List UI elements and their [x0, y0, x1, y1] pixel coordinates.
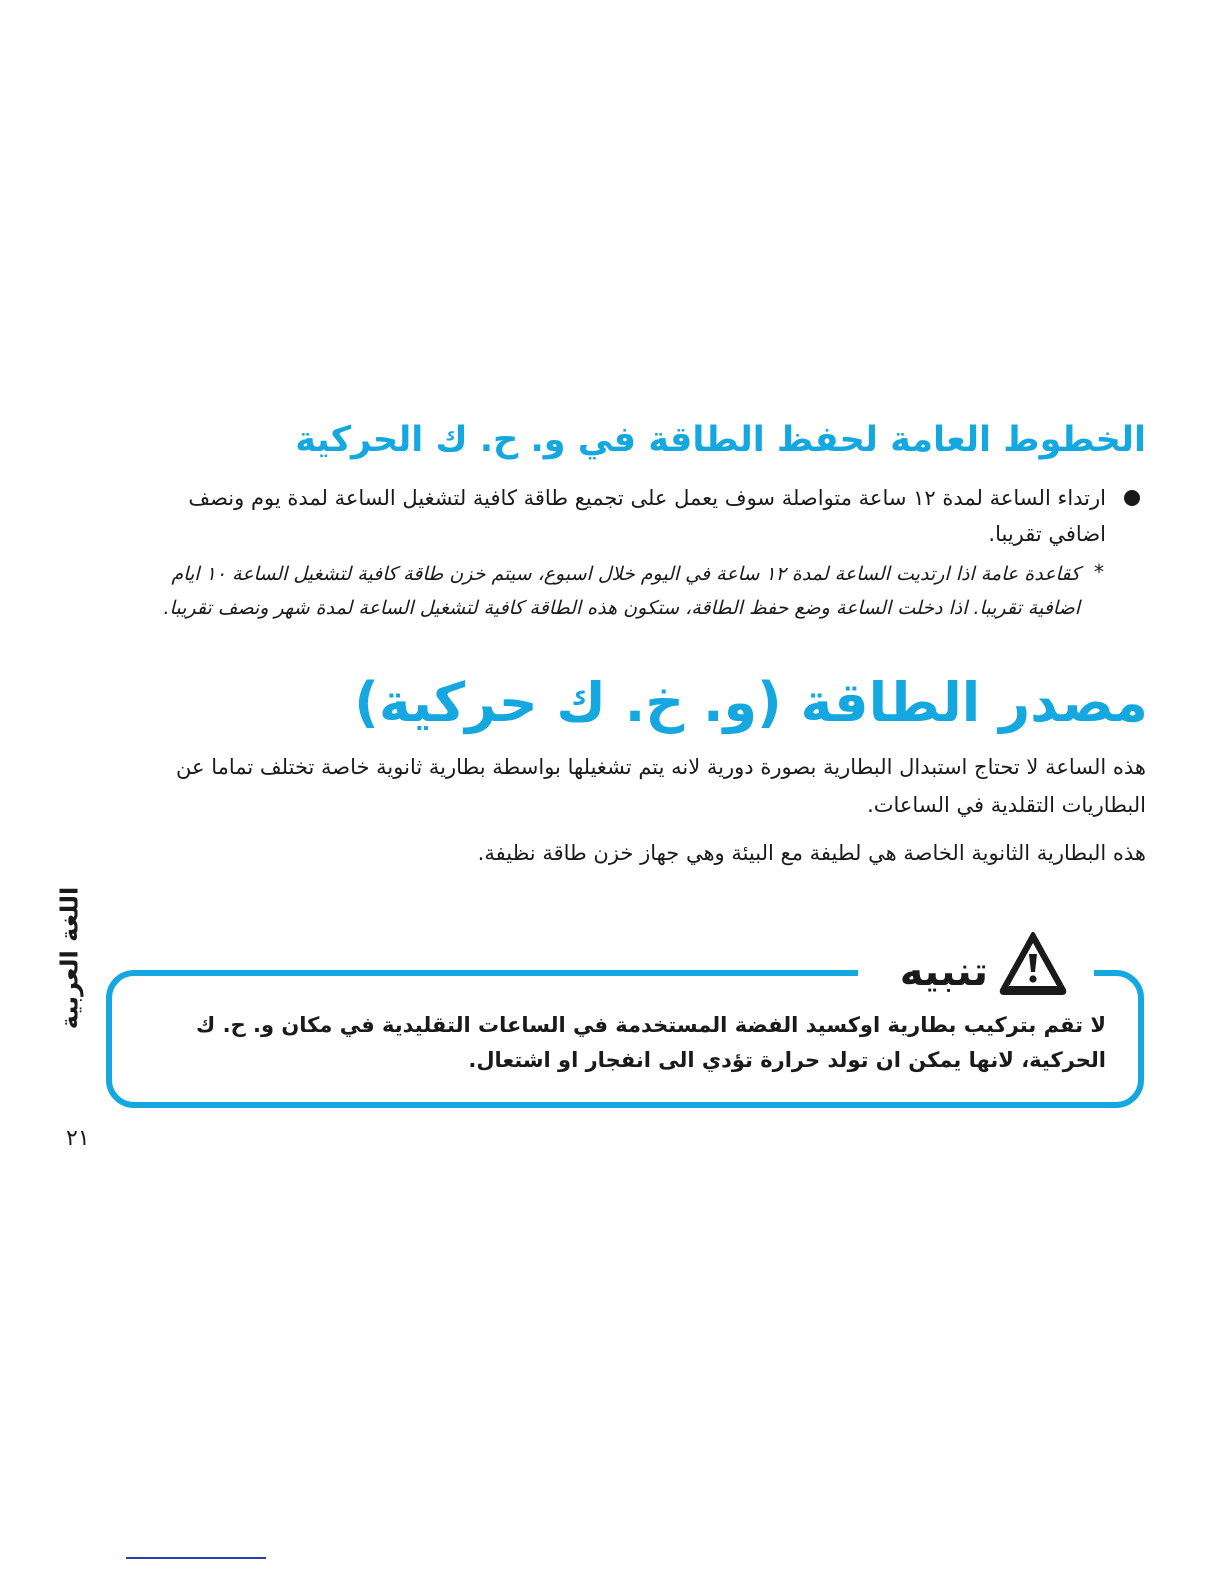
- caution-text: لا تقم بتركيب بطارية اوكسيد الفضة المستخدمة في الساعات التقليدية في مكان و. ح. ك الحركية، لانها يمكن ان تولد حرارة تؤدي الى انفجار او اشتعال.: [196, 1013, 1106, 1072]
- language-side-label-text: اللغة العربية: [55, 886, 84, 1030]
- section-title-energy-saving: الخطوط العامة لحفظ الطاقة في و. ح. ك الحركية: [295, 420, 1146, 460]
- note-text: كقاعدة عامة اذا ارتديت الساعة لمدة ١٢ ساعة في اليوم خلال اسبوع، سيتم خزن طاقة كافية لتشغيل الساعة ١٠ ايام اضافية تقريبا. اذا دخلت الساعة وضع حفظ الطاقة، ستكون هذه الطاقة كافية لتشغيل الساعة لمدة شهر ونصف تقريبا.: [163, 563, 1080, 619]
- bullet-icon: [1124, 490, 1140, 506]
- caution-title: تنبيه: [899, 949, 988, 995]
- language-side-label: [50, 888, 88, 1028]
- page-number: ٢١: [66, 1126, 90, 1151]
- paragraph-battery-eco: هذه البطارية الثانوية الخاصة هي لطيفة مع البيئة وهي جهاز خزن طاقة نظيفة.: [477, 841, 1146, 865]
- bullet-item: ارتداء الساعة لمدة ١٢ ساعة متواصلة سوف يعمل على تجميع طاقة كافية لتشغيل الساعة لمدة يوم ونصف اضافي تقريبا.: [188, 486, 1106, 546]
- section-title-power-source: مصدر الطاقة (و. خ. ك حركية): [354, 671, 1148, 734]
- footer-divider: [126, 1557, 266, 1559]
- paragraph-battery-info: هذه الساعة لا تحتاج استبدال البطارية بصورة دورية لانه يتم تشغيلها بواسطة بطارية ثانوية خاصة تختلف تماما عن البطاريات التقلدية في الساعات.: [176, 755, 1146, 817]
- warning-triangle-icon: [998, 930, 1068, 996]
- note-asterisk: *: [1094, 560, 1104, 584]
